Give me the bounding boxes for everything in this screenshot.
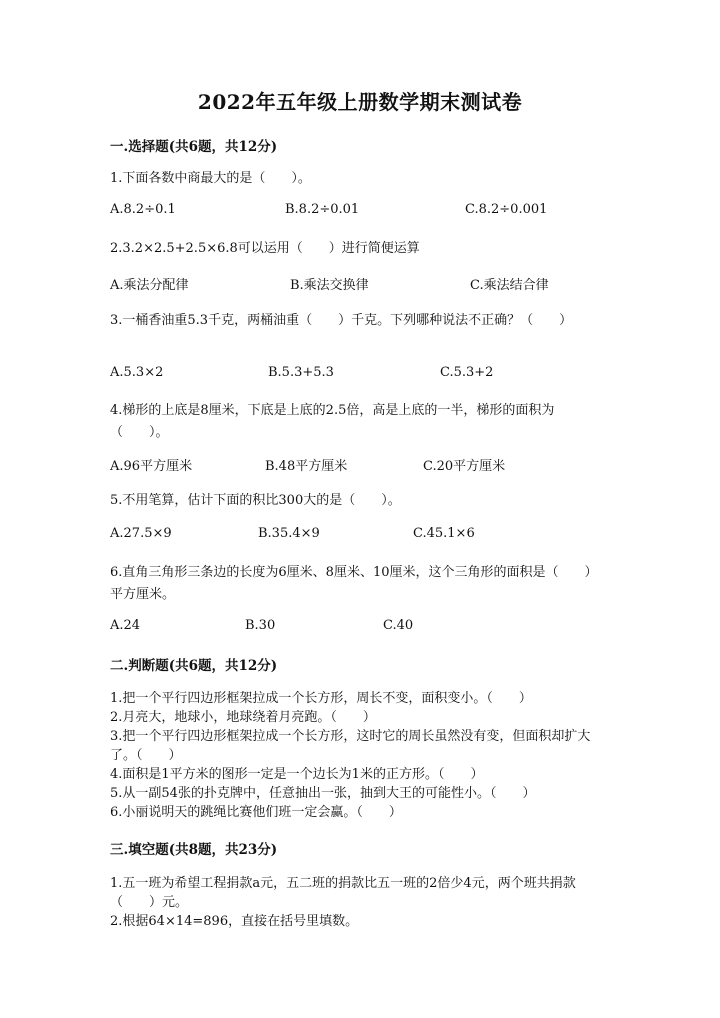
options-row	[110, 618, 610, 640]
option-a: A.24	[110, 618, 141, 633]
option-a: A.5.3×2	[110, 365, 164, 380]
option-a: A.96平方厘米	[110, 459, 193, 474]
judgment-item: 4.面积是1平方米的图形一定是一个边长为1米的正方形。（ ）	[110, 767, 484, 782]
option-c: C.20平方厘米	[423, 459, 506, 474]
option-a: A.27.5×9	[110, 526, 172, 541]
option-c: C.5.3+2	[440, 365, 494, 380]
option-b: B.30	[245, 618, 276, 633]
options-row	[110, 526, 610, 548]
question-text: 3.一桶香油重5.3千克，两桶油重（ ）千克。下列哪种说法不正确？（ ）	[110, 313, 573, 328]
judgment-item: 2.月亮大，地球小，地球绕着月亮跑。（ ）	[110, 710, 376, 725]
section-heading-judgment: 二.判断题(共6题，共12分)	[110, 658, 278, 674]
judgment-item: 5.从一副54张的扑克牌中，任意抽出一张，抽到大王的可能性小。（ ）	[110, 786, 536, 801]
option-b: B.8.2÷0.01	[285, 202, 360, 217]
option-b: B.35.4×9	[258, 526, 320, 541]
question-text: 5.不用笔算，估计下面的积比300大的是（ ）。	[110, 493, 401, 508]
judgment-item: 3.把一个平行四边形框架拉成一个长方形，这时它的周长虽然没有变，但面积却扩大了。（ ）	[110, 729, 591, 763]
fill-item: 1.五一班为希望工程捐款a元，五二班的捐款比五一班的2倍少4元，两个班共捐款（ ）元。	[110, 876, 576, 910]
option-a: A.8.2÷0.1	[110, 202, 176, 217]
option-b: B.48平方厘米	[265, 459, 348, 474]
options-row	[110, 202, 610, 224]
page-title: 2022年五年级上册数学期末测试卷	[197, 90, 523, 114]
option-b: B.5.3+5.3	[268, 365, 334, 380]
question-text: 6.直角三角形三条边的长度为6厘米、8厘米、10厘米，这个三角形的面积是（ ）平方厘米。	[110, 565, 598, 602]
options-row	[110, 455, 610, 477]
section-heading-fill: 三.填空题(共8题，共23分)	[110, 842, 278, 858]
judgment-item: 1.把一个平行四边形框架拉成一个长方形，周长不变，面积变小。（ ）	[110, 691, 532, 706]
option-c: C.45.1×6	[413, 526, 475, 541]
section-heading-choice: 一.选择题(共6题，共12分)	[110, 139, 278, 155]
options-row	[110, 274, 610, 296]
question-text: 2.3.2×2.5+2.5×6.8可以运用（ ）进行简便运算	[110, 241, 420, 256]
option-c: C.乘法结合律	[470, 278, 549, 293]
option-a: A.乘法分配律	[110, 278, 189, 293]
option-c: C.40	[383, 618, 414, 633]
judgment-item: 6.小丽说明天的跳绳比赛他们班一定会赢。（ ）	[110, 805, 402, 820]
fill-item: 2.根据64×14=896，直接在括号里填数。	[110, 914, 359, 929]
question-text: 4.梯形的上底是8厘米，下底是上底的2.5倍，高是上底的一半，梯形的面积为（ ）。	[110, 403, 555, 440]
option-b: B.乘法交换律	[290, 278, 369, 293]
options-row	[110, 365, 610, 387]
question-text: 1.下面各数中商最大的是（ ）。	[110, 171, 311, 186]
option-c: C.8.2÷0.001	[465, 202, 548, 217]
